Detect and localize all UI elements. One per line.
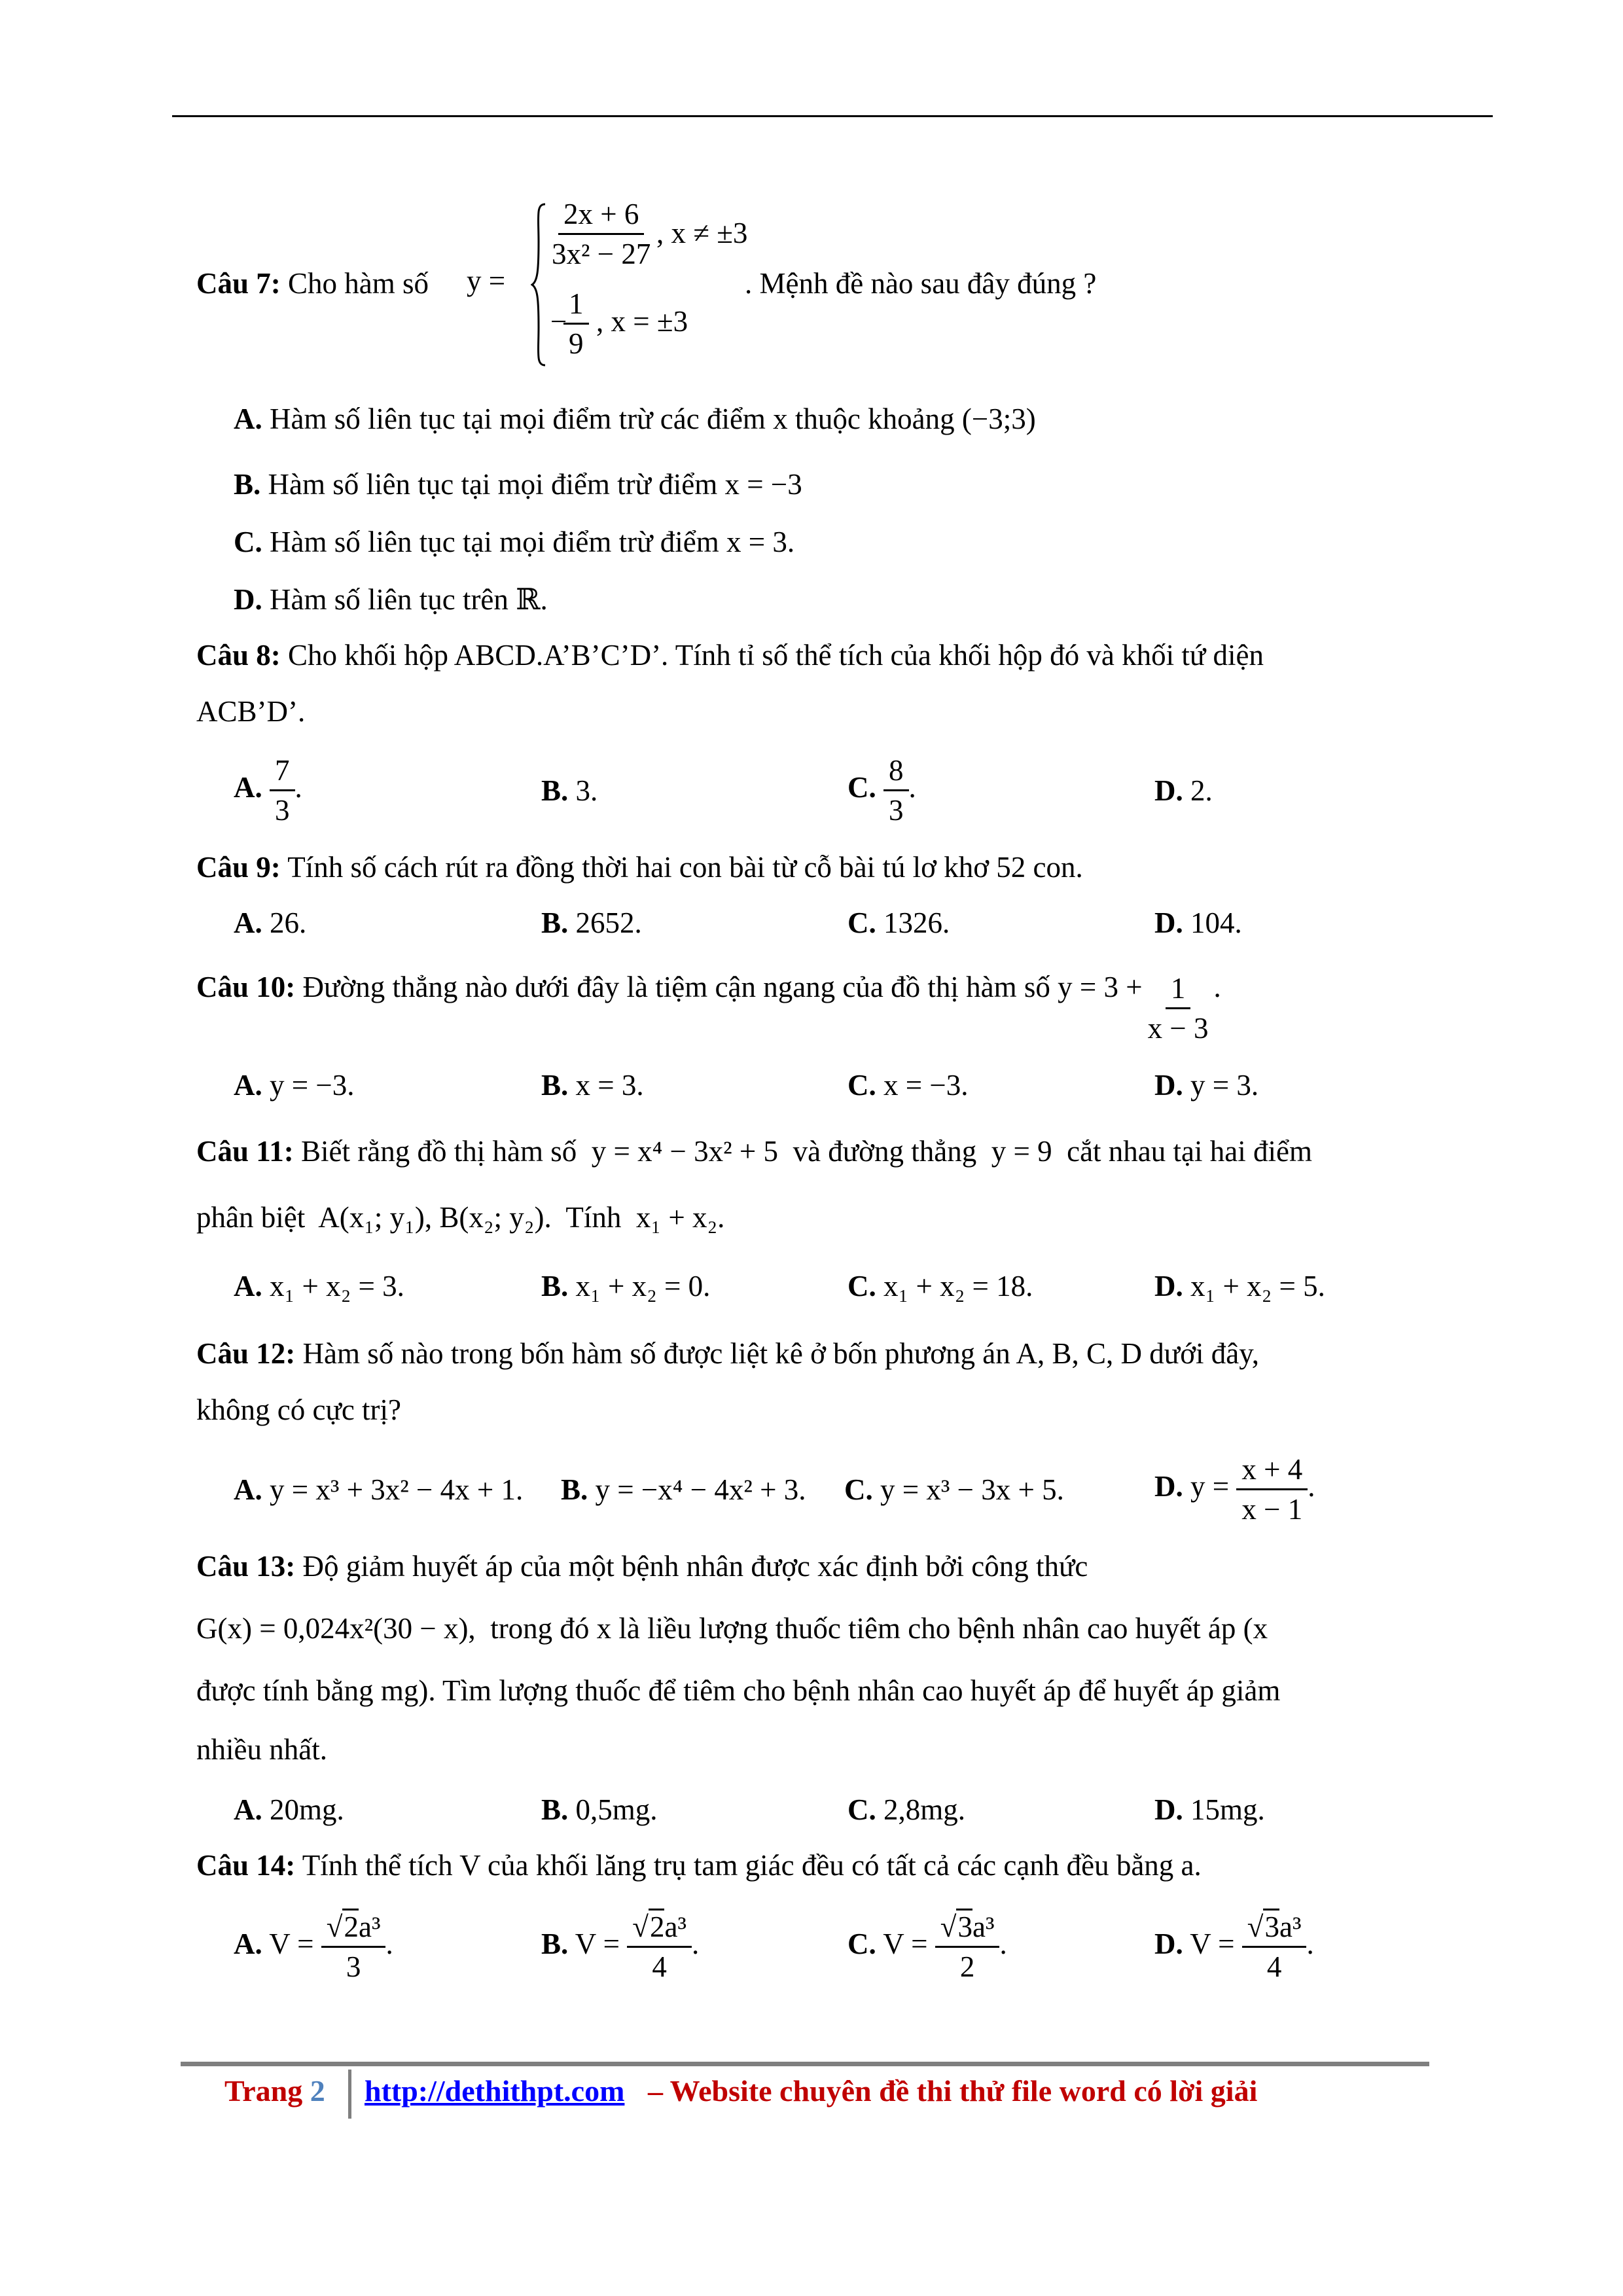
question-11: Câu 11: Biết rằng đồ thị hàm số y = x⁴ − 3x² + 5 và đường thẳng y = 9 cắt nhau tại hai điểm	[196, 1135, 1312, 1168]
case1-numerator: 2x + 6	[558, 195, 644, 235]
case2-numerator: 1	[563, 285, 589, 325]
question-12-line2: không có cực trị?	[196, 1393, 402, 1426]
question-label: Câu 11:	[196, 1135, 294, 1168]
option-11a: A. x₁ + x₂ = 3.	[234, 1270, 404, 1302]
option-7a: A. Hàm số liên tục tại mọi điểm trừ các điểm x thuộc khoảng (−3;3)	[234, 403, 1036, 435]
option-8b: B. 3.	[541, 774, 598, 807]
question-label: Câu 14:	[196, 1849, 296, 1882]
footer-description: – Website chuyên đề thi thử file word có lời giải	[648, 2074, 1258, 2108]
question-12: Câu 12: Hàm số nào trong bốn hàm số được liệt kê ở bốn phương án A, B, C, D dưới đây,	[196, 1337, 1260, 1370]
question-13-line4: nhiều nhất.	[196, 1733, 327, 1766]
option-9c: C. 1326.	[847, 906, 950, 939]
option-12d: D. y = $\frac{x + 4}{x - 1}$ .	[1154, 1450, 1315, 1528]
option-10d: D. y = 3.	[1154, 1069, 1259, 1102]
question-label: Câu 13:	[196, 1550, 296, 1583]
option-13d: D. 15mg.	[1154, 1793, 1265, 1826]
case2-condition: , x = ±3	[596, 305, 688, 338]
website-link[interactable]: http://dethithpt.com	[365, 2074, 625, 2108]
question-7-tail: . Mệnh đề nào sau đây đúng ?	[745, 267, 1097, 300]
option-13b: B. 0,5mg.	[541, 1793, 658, 1826]
option-9b: B. 2652.	[541, 906, 642, 939]
option-7d: D. Hàm số liên tục trên ℝ.	[234, 583, 548, 616]
question-text: Cho khối hộp ABCD.A’B’C’D’. Tính tỉ số thể tích của khối hộp đó và khối tứ diện	[288, 639, 1264, 672]
option-12a: A. y = x³ + 3x² − 4x + 1.	[234, 1473, 524, 1506]
case1-condition: , x ≠ ±3	[656, 217, 748, 249]
question-label: Câu 8:	[196, 639, 281, 672]
option-8a: A. $\frac{7}{3}$ .	[234, 751, 302, 829]
question-8-line2: ACB’D’.	[196, 695, 306, 728]
option-13a: A. 20mg.	[234, 1793, 344, 1826]
option-11c: C. x₁ + x₂ = 18.	[847, 1270, 1033, 1302]
option-7b: B. Hàm số liên tục tại mọi điểm trừ điểm x = −3	[234, 468, 802, 501]
question-11-line2: phân biệt A(x₁; y₁), B(x₂; y₂). Tính x₁ + x₂.	[196, 1201, 725, 1234]
option-12b: B. y = −x⁴ − 4x² + 3.	[561, 1473, 806, 1506]
question-text: Tính số cách rút ra đồng thời hai con bài từ cỗ bài tú lơ khơ 52 con.	[287, 851, 1083, 884]
page-number: Trang 2	[224, 2074, 325, 2108]
case2-denominator: 9	[569, 327, 584, 360]
option-14d: D. V = $\frac{\text{√3a³}}{4}$ .	[1154, 1908, 1314, 1986]
question-8	[196, 636, 1427, 675]
option-12c: C. y = x³ − 3x + 5.	[844, 1473, 1064, 1506]
option-11d: D. x₁ + x₂ = 5.	[1154, 1270, 1325, 1302]
left-brace-icon	[531, 203, 548, 367]
option-10b: B. x = 3.	[541, 1069, 644, 1102]
question-label: Câu 7:	[196, 267, 281, 300]
option-8c: C. $\frac{8}{3}$ .	[847, 751, 916, 829]
option-8d: D. 2.	[1154, 774, 1213, 807]
option-10a: A. y = −3.	[234, 1069, 355, 1102]
option-14a: A. V = $\frac{\text{√2a³}}{3}$ .	[234, 1908, 393, 1986]
question-label: Câu 10:	[196, 971, 296, 1003]
case1-denominator: 3x² − 27	[552, 238, 651, 270]
header-rule	[172, 115, 1493, 117]
question-13: Câu 13: Độ giảm huyết áp của một bệnh nhân được xác định bởi công thức	[196, 1550, 1088, 1583]
option-11b: B. x₁ + x₂ = 0.	[541, 1270, 711, 1302]
footer-rule	[181, 2062, 1429, 2066]
option-9a: A. 26.	[234, 906, 307, 939]
footer-separator	[348, 2070, 351, 2119]
question-text: Cho hàm số	[288, 267, 429, 300]
question-13-line3: được tính bằng mg). Tìm lượng thuốc để tiêm cho bệnh nhân cao huyết áp để huyết áp giảm	[196, 1674, 1281, 1707]
question-text: Đường thẳng nào dưới đây là tiệm cận ngang của đồ thị hàm số	[302, 971, 1050, 1003]
question-9	[196, 848, 1427, 887]
option-7c: C. Hàm số liên tục tại mọi điểm trừ điểm x = 3.	[234, 526, 795, 558]
question-10: Câu 10: Đường thẳng nào dưới đây là tiệm cận ngang của đồ thị hàm số y = 3 + $\frac{1}{x - 3}$ .	[196, 971, 1221, 1045]
question-13-line2: G(x) = 0,024x²(30 − x), trong đó x là liều lượng thuốc tiêm cho bệnh nhân cao huyết áp (x	[196, 1612, 1268, 1645]
option-10c: C. x = −3.	[847, 1069, 969, 1102]
question-14: Câu 14: Tính thể tích V của khối lăng trụ tam giác đều có tất cả các cạnh đều bằng a.	[196, 1849, 1202, 1882]
question-label: Câu 9:	[196, 851, 281, 884]
question-label: Câu 12:	[196, 1337, 296, 1370]
option-13c: C. 2,8mg.	[847, 1793, 966, 1826]
option-14c: C. V = $\frac{\text{√3a³}}{2}$ .	[847, 1908, 1007, 1986]
piecewise-function: y = $\frac{2x + 6}{\text{3x² − 27}}$ , x ≠ ±3 − $\frac{1}{9}$ , x = ±3	[467, 196, 774, 373]
option-14b: B. V = $\frac{\text{√2a³}}{4}$ .	[541, 1908, 699, 1986]
option-9d: D. 104.	[1154, 906, 1242, 939]
